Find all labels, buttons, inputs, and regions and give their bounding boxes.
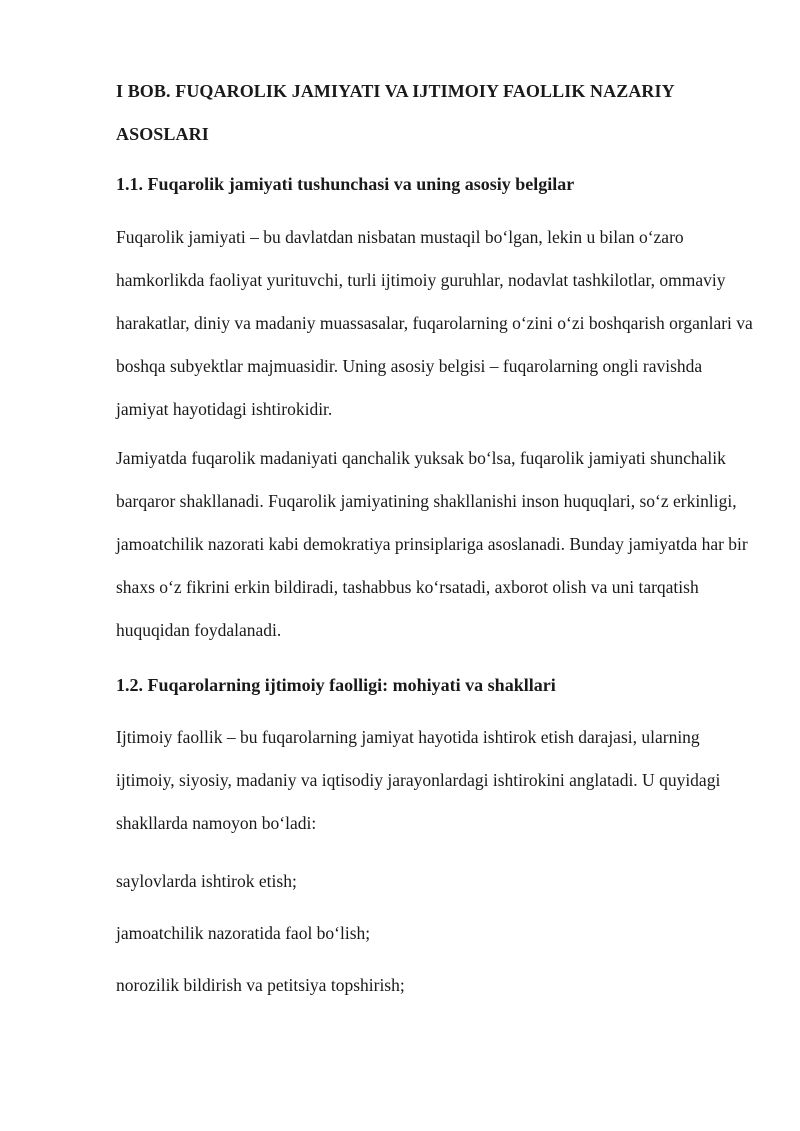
list-item: norozilik bildirish va petitsiya topshirish; <box>116 975 405 995</box>
list-item: jamoatchilik nazoratida faol bo‘lish; <box>116 923 371 943</box>
activity-forms-list <box>116 869 756 997</box>
paragraph-civil-culture: Jamiyatda fuqarolik madaniyati qanchalik yuksak bo‘lsa, fuqarolik jamiyati shunchalik barqaror shakllanadi. Fuqarolik jamiyatining shakllanishi inson huquqlari, so‘z erkinligi, jamoatchilik nazorati kabi demokratiya prinsiplariga asoslanadi. Bunday jamiyatda har bir shaxs o‘z fikrini erkin bildiradi, tashabbus ko‘rsatadi, axborot olish va uni tarqatish huquqidan foydalanadi. <box>116 448 748 640</box>
chapter-title: I BOB. FUQAROLIK JAMIYATI VA IJTIMOIY FAOLLIK NAZARIY ASOSLARI <box>116 81 675 144</box>
section-title-1-1: 1.1. Fuqarolik jamiyati tushunchasi va uning asosiy belgilar <box>116 174 575 194</box>
paragraph-social-activity-definition: Ijtimoiy faollik – bu fuqarolarning jamiyat hayotida ishtirok etish darajasi, ularning ijtimoiy, siyosiy, madaniy va iqtisodiy jarayonlardagi ishtirokini anglatadi. U quyidagi shakllarda namoyon bo‘ladi: <box>116 727 721 833</box>
paragraph-civil-society-definition: Fuqarolik jamiyati – bu davlatdan nisbatan mustaqil bo‘lgan, lekin u bilan o‘zaro hamkorlikda faoliyat yurituvchi, turli ijtimoiy guruhlar, nodavlat tashkilotlar, ommaviy harakatlar, diniy va madaniy muassasalar, fuqarolarning o‘zini o‘zi boshqarish organlari va boshqa subyektlar majmuasidir. Uning asosiy belgisi – fuqarolarning ongli ravishda jamiyat hayotidagi ishtirokidir. <box>116 227 753 419</box>
section-title-1-2: 1.2. Fuqarolarning ijtimoiy faolligi: mohiyati va shakllari <box>116 675 556 695</box>
list-item: saylovlarda ishtirok etish; <box>116 871 297 891</box>
document-page <box>116 0 756 997</box>
